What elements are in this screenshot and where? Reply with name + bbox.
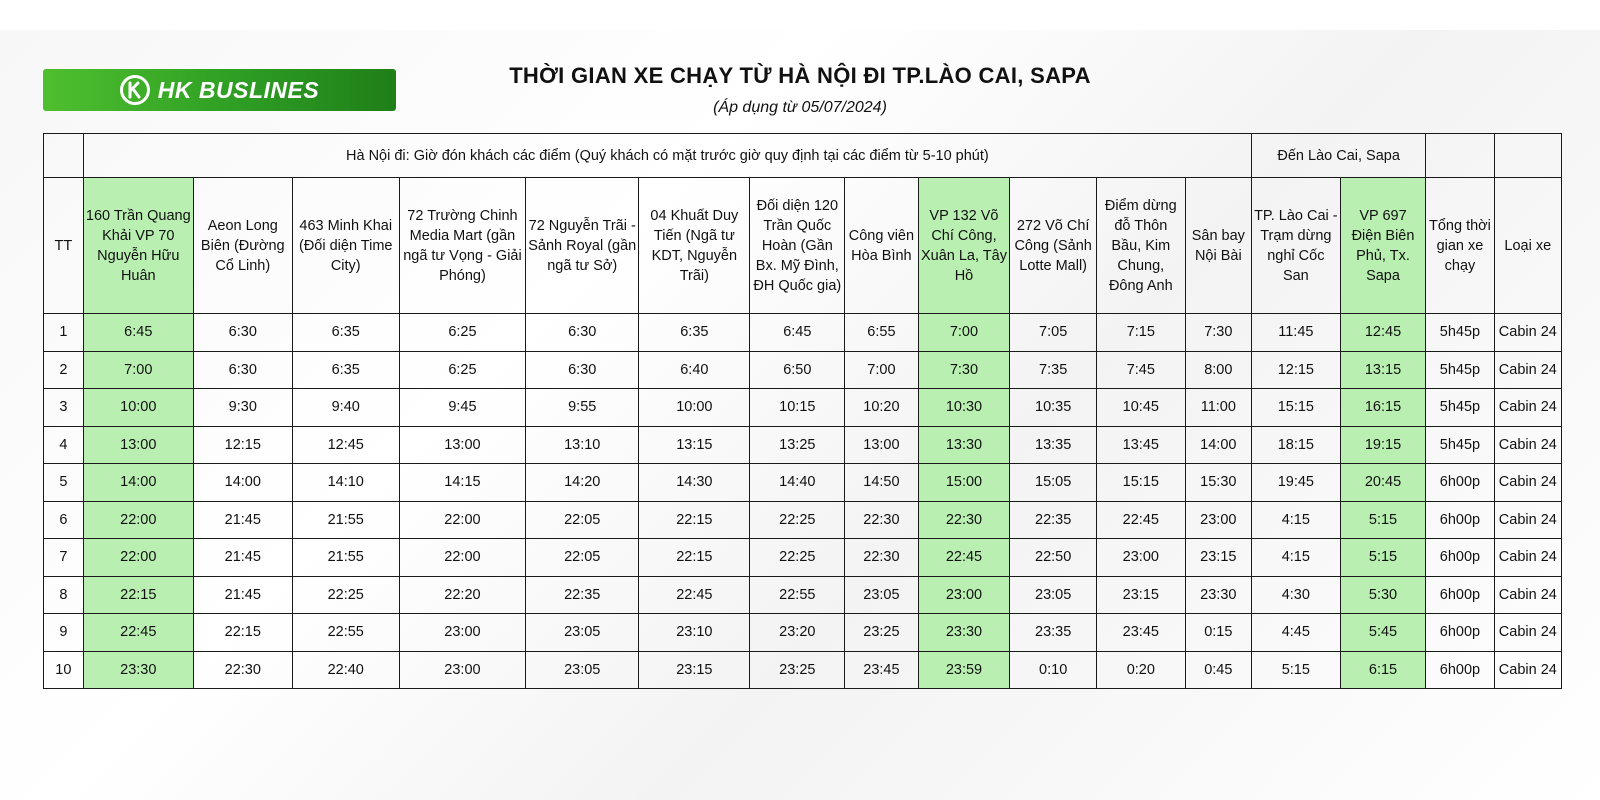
cell-minh-khai: 21:55 <box>292 539 399 577</box>
cell-coc-san: 4:15 <box>1252 501 1341 539</box>
cell-vo-chi-cong-132: 22:30 <box>918 501 1010 539</box>
cell-cong-vien-hoa-binh: 6:55 <box>845 314 918 352</box>
cell-minh-khai: 22:40 <box>292 651 399 689</box>
cell-vo-chi-cong-132: 10:30 <box>918 389 1010 427</box>
cell-tran-quang-khai: 10:00 <box>83 389 193 427</box>
group-header-blank <box>44 134 84 178</box>
cell-nguyen-trai: 9:55 <box>526 389 639 427</box>
cell-noi-bai: 23:00 <box>1185 501 1251 539</box>
cell-coc-san: 11:45 <box>1252 314 1341 352</box>
cell-noi-bai: 15:30 <box>1185 464 1251 502</box>
cell-lotte-mall: 0:10 <box>1010 651 1097 689</box>
cell-tran-quang-khai: 22:45 <box>83 614 193 652</box>
cell-noi-bai: 23:30 <box>1185 576 1251 614</box>
column-header-nguyen-trai: 72 Nguyễn Trãi - Sảnh Royal (gần ngã tư Sở) <box>526 178 639 314</box>
cell-truong-chinh: 14:15 <box>399 464 525 502</box>
cell-tran-quang-khai: 23:30 <box>83 651 193 689</box>
table-row <box>44 539 1562 577</box>
column-header-row <box>44 178 1562 314</box>
cell-aeon-long-bien: 14:00 <box>193 464 292 502</box>
group-header-blank <box>1426 134 1494 178</box>
cell-truong-chinh: 9:45 <box>399 389 525 427</box>
cell-khuat-duy-tien: 22:45 <box>639 576 750 614</box>
cell-total-time: 6h00p <box>1426 614 1494 652</box>
cell-noi-bai: 0:45 <box>1185 651 1251 689</box>
cell-sapa: 5:30 <box>1340 576 1426 614</box>
cell-truong-chinh: 22:00 <box>399 539 525 577</box>
group-header-laocai: Đến Lào Cai, Sapa <box>1252 134 1426 178</box>
cell-vo-chi-cong-132: 7:00 <box>918 314 1010 352</box>
cell-sapa: 5:15 <box>1340 539 1426 577</box>
column-header-lotte-mall: 272 Võ Chí Công (Sảnh Lotte Mall) <box>1010 178 1097 314</box>
cell-tran-quoc-hoan: 23:20 <box>750 614 845 652</box>
cell-lotte-mall: 15:05 <box>1010 464 1097 502</box>
cell-lotte-mall: 7:35 <box>1010 351 1097 389</box>
cell-nguyen-trai: 22:05 <box>526 539 639 577</box>
cell-vehicle-type: Cabin 24 <box>1494 389 1561 427</box>
cell-tt: 8 <box>44 576 84 614</box>
cell-thon-bau: 10:45 <box>1096 389 1185 427</box>
cell-total-time: 6h00p <box>1426 464 1494 502</box>
cell-thon-bau: 23:00 <box>1096 539 1185 577</box>
cell-thon-bau: 22:45 <box>1096 501 1185 539</box>
cell-cong-vien-hoa-binh: 7:00 <box>845 351 918 389</box>
cell-minh-khai: 12:45 <box>292 426 399 464</box>
cell-nguyen-trai: 14:20 <box>526 464 639 502</box>
cell-khuat-duy-tien: 22:15 <box>639 539 750 577</box>
column-header-noi-bai: Sân bay Nội Bài <box>1185 178 1251 314</box>
cell-cong-vien-hoa-binh: 23:45 <box>845 651 918 689</box>
group-header-row <box>44 134 1562 178</box>
cell-cong-vien-hoa-binh: 22:30 <box>845 539 918 577</box>
cell-minh-khai: 6:35 <box>292 314 399 352</box>
cell-truong-chinh: 23:00 <box>399 651 525 689</box>
cell-truong-chinh: 22:20 <box>399 576 525 614</box>
cell-thon-bau: 0:20 <box>1096 651 1185 689</box>
cell-vehicle-type: Cabin 24 <box>1494 351 1561 389</box>
cell-vehicle-type: Cabin 24 <box>1494 539 1561 577</box>
cell-minh-khai: 22:25 <box>292 576 399 614</box>
top-band <box>0 0 1600 30</box>
column-header-cong-vien-hoa-binh: Công viên Hòa Bình <box>845 178 918 314</box>
cell-nguyen-trai: 6:30 <box>526 314 639 352</box>
cell-sapa: 6:15 <box>1340 651 1426 689</box>
cell-tt: 6 <box>44 501 84 539</box>
cell-tran-quoc-hoan: 14:40 <box>750 464 845 502</box>
cell-thon-bau: 7:45 <box>1096 351 1185 389</box>
cell-khuat-duy-tien: 14:30 <box>639 464 750 502</box>
cell-nguyen-trai: 23:05 <box>526 651 639 689</box>
cell-truong-chinh: 22:00 <box>399 501 525 539</box>
column-header-total-time: Tổng thời gian xe chạy <box>1426 178 1494 314</box>
table-row <box>44 314 1562 352</box>
cell-cong-vien-hoa-binh: 10:20 <box>845 389 918 427</box>
cell-tt: 10 <box>44 651 84 689</box>
cell-minh-khai: 21:55 <box>292 501 399 539</box>
cell-aeon-long-bien: 22:30 <box>193 651 292 689</box>
cell-vehicle-type: Cabin 24 <box>1494 576 1561 614</box>
cell-tran-quoc-hoan: 22:55 <box>750 576 845 614</box>
column-header-tt: TT <box>44 178 84 314</box>
group-header-hanoi: Hà Nội đi: Giờ đón khách các điểm (Quý khách có mặt trước giờ quy định tại các điểm từ 5-10 phút) <box>83 134 1251 178</box>
cell-total-time: 5h45p <box>1426 314 1494 352</box>
cell-tt: 3 <box>44 389 84 427</box>
cell-total-time: 5h45p <box>1426 389 1494 427</box>
cell-total-time: 6h00p <box>1426 539 1494 577</box>
cell-aeon-long-bien: 12:15 <box>193 426 292 464</box>
column-header-tran-quang-khai: 160 Trần Quang Khải VP 70 Nguyễn Hữu Huân <box>83 178 193 314</box>
cell-vehicle-type: Cabin 24 <box>1494 464 1561 502</box>
cell-aeon-long-bien: 21:45 <box>193 539 292 577</box>
cell-tran-quoc-hoan: 6:50 <box>750 351 845 389</box>
cell-vehicle-type: Cabin 24 <box>1494 426 1561 464</box>
cell-nguyen-trai: 22:35 <box>526 576 639 614</box>
cell-aeon-long-bien: 22:15 <box>193 614 292 652</box>
brand-logo <box>43 69 396 111</box>
cell-coc-san: 19:45 <box>1252 464 1341 502</box>
cell-tran-quang-khai: 22:15 <box>83 576 193 614</box>
cell-tt: 4 <box>44 426 84 464</box>
cell-truong-chinh: 6:25 <box>399 351 525 389</box>
cell-total-time: 5h45p <box>1426 351 1494 389</box>
cell-vo-chi-cong-132: 7:30 <box>918 351 1010 389</box>
cell-coc-san: 12:15 <box>1252 351 1341 389</box>
cell-coc-san: 18:15 <box>1252 426 1341 464</box>
cell-lotte-mall: 10:35 <box>1010 389 1097 427</box>
cell-tran-quoc-hoan: 6:45 <box>750 314 845 352</box>
cell-khuat-duy-tien: 6:40 <box>639 351 750 389</box>
cell-aeon-long-bien: 6:30 <box>193 351 292 389</box>
brand-mark-icon <box>120 75 150 105</box>
cell-noi-bai: 23:15 <box>1185 539 1251 577</box>
cell-cong-vien-hoa-binh: 22:30 <box>845 501 918 539</box>
cell-tt: 1 <box>44 314 84 352</box>
cell-lotte-mall: 23:05 <box>1010 576 1097 614</box>
cell-tran-quoc-hoan: 22:25 <box>750 501 845 539</box>
cell-vo-chi-cong-132: 15:00 <box>918 464 1010 502</box>
column-header-thon-bau: Điểm dừng đỗ Thôn Bầu, Kim Chung, Đông Anh <box>1096 178 1185 314</box>
cell-vehicle-type: Cabin 24 <box>1494 614 1561 652</box>
table-row <box>44 426 1562 464</box>
cell-total-time: 6h00p <box>1426 576 1494 614</box>
table-row <box>44 464 1562 502</box>
cell-cong-vien-hoa-binh: 23:05 <box>845 576 918 614</box>
cell-vo-chi-cong-132: 23:59 <box>918 651 1010 689</box>
cell-thon-bau: 13:45 <box>1096 426 1185 464</box>
cell-sapa: 20:45 <box>1340 464 1426 502</box>
cell-tran-quang-khai: 13:00 <box>83 426 193 464</box>
cell-sapa: 13:15 <box>1340 351 1426 389</box>
cell-noi-bai: 14:00 <box>1185 426 1251 464</box>
table-row <box>44 614 1562 652</box>
cell-vo-chi-cong-132: 13:30 <box>918 426 1010 464</box>
cell-coc-san: 4:15 <box>1252 539 1341 577</box>
cell-tt: 9 <box>44 614 84 652</box>
cell-sapa: 5:15 <box>1340 501 1426 539</box>
table-row <box>44 351 1562 389</box>
cell-thon-bau: 15:15 <box>1096 464 1185 502</box>
cell-tran-quang-khai: 7:00 <box>83 351 193 389</box>
cell-tt: 2 <box>44 351 84 389</box>
cell-lotte-mall: 22:35 <box>1010 501 1097 539</box>
cell-aeon-long-bien: 21:45 <box>193 576 292 614</box>
cell-tran-quoc-hoan: 13:25 <box>750 426 845 464</box>
cell-lotte-mall: 22:50 <box>1010 539 1097 577</box>
cell-noi-bai: 0:15 <box>1185 614 1251 652</box>
cell-lotte-mall: 7:05 <box>1010 314 1097 352</box>
cell-aeon-long-bien: 9:30 <box>193 389 292 427</box>
cell-minh-khai: 14:10 <box>292 464 399 502</box>
cell-thon-bau: 23:45 <box>1096 614 1185 652</box>
cell-truong-chinh: 23:00 <box>399 614 525 652</box>
cell-cong-vien-hoa-binh: 14:50 <box>845 464 918 502</box>
table-row <box>44 501 1562 539</box>
cell-tt: 7 <box>44 539 84 577</box>
cell-khuat-duy-tien: 13:15 <box>639 426 750 464</box>
cell-vo-chi-cong-132: 23:00 <box>918 576 1010 614</box>
cell-khuat-duy-tien: 10:00 <box>639 389 750 427</box>
cell-thon-bau: 23:15 <box>1096 576 1185 614</box>
cell-nguyen-trai: 6:30 <box>526 351 639 389</box>
cell-coc-san: 4:30 <box>1252 576 1341 614</box>
cell-vo-chi-cong-132: 23:30 <box>918 614 1010 652</box>
brand-name: HK BUSLINES <box>157 76 320 103</box>
cell-truong-chinh: 6:25 <box>399 314 525 352</box>
cell-tran-quang-khai: 14:00 <box>83 464 193 502</box>
cell-lotte-mall: 23:35 <box>1010 614 1097 652</box>
column-header-truong-chinh: 72 Trường Chinh Media Mart (gần ngã tư Vọng - Giải Phóng) <box>399 178 525 314</box>
cell-tran-quoc-hoan: 10:15 <box>750 389 845 427</box>
column-header-sapa: VP 697 Điện Biên Phủ, Tx. Sapa <box>1340 178 1426 314</box>
column-header-aeon-long-bien: Aeon Long Biên (Đường Cổ Linh) <box>193 178 292 314</box>
cell-vehicle-type: Cabin 24 <box>1494 651 1561 689</box>
cell-tran-quoc-hoan: 23:25 <box>750 651 845 689</box>
table-row <box>44 651 1562 689</box>
cell-coc-san: 4:45 <box>1252 614 1341 652</box>
table-row <box>44 389 1562 427</box>
cell-minh-khai: 6:35 <box>292 351 399 389</box>
cell-tran-quoc-hoan: 22:25 <box>750 539 845 577</box>
group-header-blank <box>1494 134 1561 178</box>
column-header-vehicle-type: Loại xe <box>1494 178 1561 314</box>
column-header-tran-quoc-hoan: Đối diện 120 Trần Quốc Hoàn (Gần Bx. Mỹ Đình, ĐH Quốc gia) <box>750 178 845 314</box>
cell-aeon-long-bien: 21:45 <box>193 501 292 539</box>
cell-khuat-duy-tien: 22:15 <box>639 501 750 539</box>
cell-lotte-mall: 13:35 <box>1010 426 1097 464</box>
cell-sapa: 5:45 <box>1340 614 1426 652</box>
cell-tran-quang-khai: 6:45 <box>83 314 193 352</box>
cell-minh-khai: 22:55 <box>292 614 399 652</box>
column-header-coc-san: TP. Lào Cai - Trạm dừng nghỉ Cốc San <box>1252 178 1341 314</box>
cell-nguyen-trai: 22:05 <box>526 501 639 539</box>
cell-cong-vien-hoa-binh: 13:00 <box>845 426 918 464</box>
cell-noi-bai: 11:00 <box>1185 389 1251 427</box>
cell-tran-quang-khai: 22:00 <box>83 539 193 577</box>
cell-total-time: 6h00p <box>1426 501 1494 539</box>
schedule-table <box>43 133 1562 689</box>
cell-thon-bau: 7:15 <box>1096 314 1185 352</box>
cell-aeon-long-bien: 6:30 <box>193 314 292 352</box>
table-row <box>44 576 1562 614</box>
cell-truong-chinh: 13:00 <box>399 426 525 464</box>
cell-coc-san: 15:15 <box>1252 389 1341 427</box>
column-header-minh-khai: 463 Minh Khai (Đối diện Time City) <box>292 178 399 314</box>
cell-vehicle-type: Cabin 24 <box>1494 501 1561 539</box>
cell-vo-chi-cong-132: 22:45 <box>918 539 1010 577</box>
page-subtitle: (Áp dụng từ 05/07/2024) <box>713 99 887 116</box>
cell-sapa: 16:15 <box>1340 389 1426 427</box>
cell-noi-bai: 7:30 <box>1185 314 1251 352</box>
page-title: THỜI GIAN XE CHẠY TỪ HÀ NỘI ĐI TP.LÀO CAI, SAPA <box>509 63 1091 88</box>
cell-khuat-duy-tien: 6:35 <box>639 314 750 352</box>
cell-coc-san: 5:15 <box>1252 651 1341 689</box>
cell-sapa: 12:45 <box>1340 314 1426 352</box>
cell-noi-bai: 8:00 <box>1185 351 1251 389</box>
cell-tran-quang-khai: 22:00 <box>83 501 193 539</box>
cell-cong-vien-hoa-binh: 23:25 <box>845 614 918 652</box>
cell-khuat-duy-tien: 23:15 <box>639 651 750 689</box>
cell-nguyen-trai: 23:05 <box>526 614 639 652</box>
column-header-khuat-duy-tien: 04 Khuất Duy Tiến (Ngã tư KDT, Nguyễn Trãi) <box>639 178 750 314</box>
cell-sapa: 19:15 <box>1340 426 1426 464</box>
cell-total-time: 6h00p <box>1426 651 1494 689</box>
cell-minh-khai: 9:40 <box>292 389 399 427</box>
cell-tt: 5 <box>44 464 84 502</box>
cell-total-time: 5h45p <box>1426 426 1494 464</box>
cell-nguyen-trai: 13:10 <box>526 426 639 464</box>
column-header-vo-chi-cong-132: VP 132 Võ Chí Công, Xuân La, Tây Hồ <box>918 178 1010 314</box>
cell-vehicle-type: Cabin 24 <box>1494 314 1561 352</box>
cell-khuat-duy-tien: 23:10 <box>639 614 750 652</box>
